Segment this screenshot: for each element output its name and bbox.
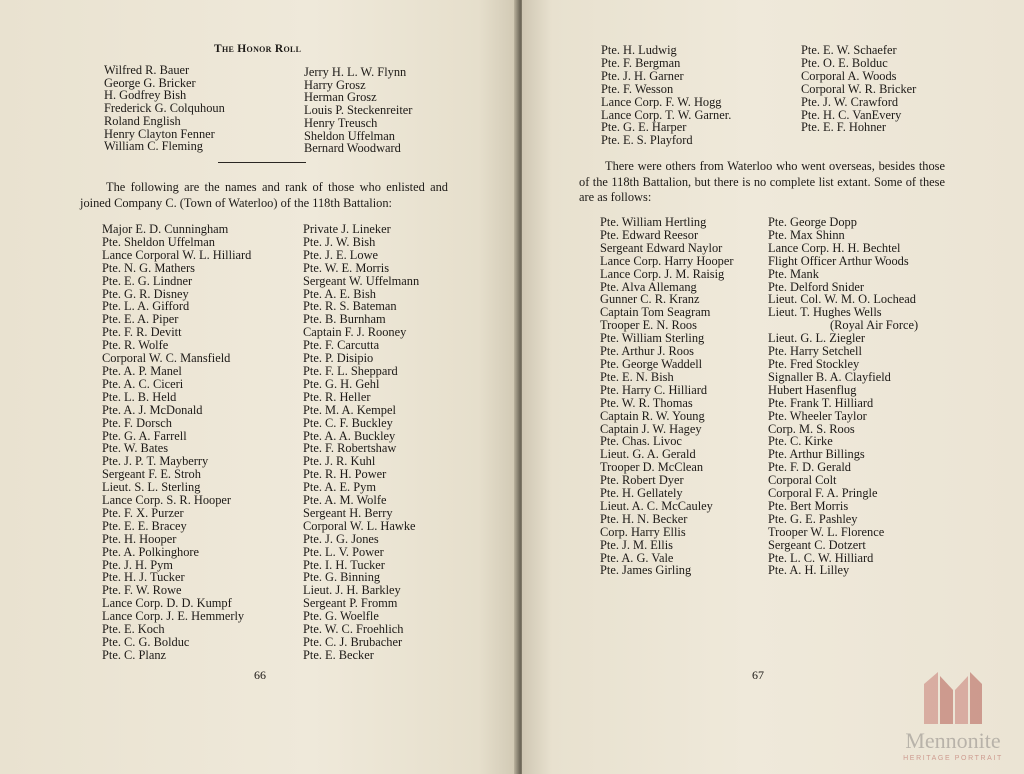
name-entry: Pte. J. H. Garner — [601, 68, 684, 83]
name-entry: Lieut. Col. W. M. O. Lochead — [768, 292, 916, 307]
name-entry: Pte. G. Binning — [303, 570, 381, 585]
name-entry: Lieut. G. A. Gerald — [600, 447, 696, 462]
name-entry: Flight Officer Arthur Woods — [768, 253, 909, 268]
watermark-name: Mennonite — [905, 728, 1001, 753]
name-entry: Sergeant W. Uffelmann — [303, 273, 420, 288]
name-entry: Sheldon Uffelman — [304, 128, 395, 143]
continued-list-column-1 — [601, 44, 731, 147]
name-entry: Major E. D. Cunningham — [102, 222, 229, 236]
name-entry: Pte. H. Hooper — [102, 531, 177, 546]
name-entry: Pte. M. A. Kempel — [303, 402, 396, 417]
name-entry: Pte. Bert Morris — [768, 498, 849, 513]
right-page — [522, 0, 1024, 774]
name-entry: Pte. Sheldon Uffelman — [102, 234, 215, 249]
name-entry: Sergeant F. E. Stroh — [102, 467, 201, 482]
name-entry: Pte. E. A. Piper — [102, 312, 179, 327]
name-entry: Pte. H. C. VanEvery — [801, 107, 902, 122]
name-entry: Pte. Frank T. Hilliard — [768, 395, 874, 410]
name-entry: Pte. A. E. Pym — [303, 480, 376, 495]
name-entry: Pte. L. B. Held — [102, 389, 177, 404]
name-entry: Pte. William Sterling — [600, 331, 705, 346]
name-entry: Pte. E. Becker — [303, 647, 374, 662]
name-entry: Pte. R. H. Power — [303, 467, 387, 482]
name-entry: Louis P. Steckenreiter — [304, 103, 413, 118]
name-entry: Pte. James Girling — [600, 563, 692, 578]
name-entry: Pte. J. W. Bish — [303, 234, 376, 249]
name-entry: Roland English — [104, 113, 181, 128]
name-entry: Pte. W. Bates — [102, 441, 169, 456]
name-entry: Pte. F. L. Sheppard — [303, 363, 398, 378]
name-entry: Pte. F. X. Purzer — [102, 505, 184, 520]
name-entry: Pte. Max Shinn — [768, 227, 845, 242]
mennonite-heritage-watermark — [888, 668, 1018, 768]
name-entry: Pte. L. V. Power — [303, 544, 384, 559]
name-entry: Trooper E. N. Roos — [600, 318, 697, 333]
name-entry: Captain J. W. Hagey — [600, 421, 702, 436]
company-c-intro: The following are the names and rank of those who enlisted and joined Company C. (Town of Waterloo) of the 118th Battalion: — [80, 180, 448, 210]
name-entry: Pte. A. A. Buckley — [303, 428, 396, 443]
continued-list-column-2 — [801, 44, 916, 134]
honor-roll-column-2 — [304, 66, 412, 155]
name-entry: Corporal Colt — [768, 473, 837, 488]
name-entry: Pte. N. G. Mathers — [102, 260, 195, 275]
name-entry: Jerry H. L. W. Flynn — [304, 65, 407, 79]
name-entry: Lance Corp. J. M. Raisig — [600, 266, 725, 281]
name-entry: Pte. Wheeler Taylor — [768, 408, 867, 423]
page-number-left: 66 — [254, 668, 266, 682]
name-entry: Lance Corporal W. L. Hilliard — [102, 247, 252, 262]
name-entry: Pte. Fred Stockley — [768, 356, 860, 371]
honor-roll-heading: The Honor Roll — [214, 43, 302, 55]
name-entry: Pte. E. Koch — [102, 622, 165, 637]
name-entry: Pte. C. J. Brubacher — [303, 635, 403, 649]
name-entry: Corporal W. C. Mansfield — [102, 351, 231, 366]
name-entry: Lieut. G. L. Ziegler — [768, 331, 866, 346]
name-entry: Pte. Mank — [768, 266, 819, 281]
name-entry: Pte. A. H. Lilley — [768, 563, 850, 578]
name-entry: Pte. C. Kirke — [768, 434, 833, 449]
name-entry: Pte. J. G. Jones — [303, 531, 379, 546]
name-entry: Lieut. A. C. McCauley — [600, 498, 713, 513]
name-entry: Corp. Harry Ellis — [600, 524, 686, 539]
name-entry: Pte. F. Wesson — [601, 81, 674, 96]
name-entry: Pte. R. Heller — [303, 389, 371, 404]
mennonite-heritage-logo-icon — [922, 668, 984, 726]
name-entry: Pte. I. H. Tucker — [303, 557, 385, 572]
others-overseas-intro: There were others from Waterloo who went overseas, besides those of the 118th Battalion, but there is no complete list extant. Some of these are as follows: — [579, 159, 945, 205]
name-entry: Lance Corp. D. D. Kumpf — [102, 596, 232, 611]
name-entry: Pte. A. G. Vale — [600, 550, 674, 565]
name-entry: Pte. A. P. Manel — [102, 363, 182, 378]
name-entry: George G. Bricker — [104, 75, 196, 90]
name-entry: Signaller B. A. Clayfield — [768, 369, 891, 384]
name-entry: Pte. George Waddell — [600, 356, 703, 371]
name-entry: Lance Corp. F. W. Hogg — [601, 94, 722, 109]
name-entry: Pte. E. G. Lindner — [102, 273, 193, 288]
section-divider — [218, 162, 306, 163]
name-entry: Pte. C. F. Buckley — [303, 415, 393, 430]
name-entry: Pte. O. E. Bolduc — [801, 55, 888, 70]
name-entry: Pte. A. C. Ciceri — [102, 376, 184, 391]
honor-roll-column-1 — [104, 64, 225, 153]
name-entry: Lieut. S. L. Sterling — [102, 480, 201, 495]
name-entry: Lieut. J. H. Barkley — [303, 583, 401, 598]
name-entry: Pte. A. E. Bish — [303, 286, 376, 301]
name-entry: Wilfred R. Bauer — [104, 63, 190, 77]
name-entry: Pte. W. C. Froehlich — [303, 622, 404, 637]
name-entry: Pte. L. C. W. Hilliard — [768, 550, 874, 565]
name-entry: Pte. C. G. Bolduc — [102, 635, 190, 649]
name-entry: William C. Fleming — [104, 139, 203, 154]
name-entry: H. Godfrey Bish — [104, 88, 187, 103]
name-entry: Pte. J. R. Kuhl — [303, 454, 376, 469]
name-entry: Pte. H. J. Tucker — [102, 570, 185, 585]
name-entry: Pte. J. W. Crawford — [801, 94, 899, 109]
others-list-column-1 — [600, 216, 734, 577]
others-list-column-2 — [768, 216, 918, 577]
name-entry: Pte. B. Burnham — [303, 312, 386, 327]
name-entry: Pte. Arthur J. Roos — [600, 344, 694, 359]
name-entry: Pte. H. Gellately — [600, 486, 683, 501]
name-entry: Lance Corp. T. W. Garner. — [601, 107, 732, 122]
name-entry: Pte. Alva Allemang — [600, 279, 697, 294]
name-entry: Pte. G. Woelfle — [303, 609, 379, 624]
name-entry: Pte. H. N. Becker — [600, 511, 688, 526]
name-entry: Corp. M. S. Roos — [768, 421, 855, 436]
name-entry: Pte. G. H. Gehl — [303, 376, 380, 391]
name-entry: Pte. Harry C. Hilliard — [600, 382, 708, 397]
name-entry: Pte. H. Ludwig — [601, 43, 677, 57]
name-entry: Pte. G. E. Harper — [601, 120, 687, 135]
watermark-subtitle: HERITAGE PORTRAIT — [903, 755, 1003, 762]
name-entry: Corporal A. Woods — [801, 68, 897, 83]
name-entry: Sergeant C. Dotzert — [768, 537, 866, 552]
name-entry: Pte. J. P. T. Mayberry — [102, 454, 209, 469]
name-entry: Pte. Edward Reesor — [600, 227, 699, 242]
name-entry: Pte. Arthur Billings — [768, 447, 865, 462]
name-entry: Captain F. J. Rooney — [303, 325, 407, 340]
name-entry: Trooper W. L. Florence — [768, 524, 885, 539]
name-entry: Captain R. W. Young — [600, 408, 705, 423]
name-entry: Pte. Robert Dyer — [600, 473, 684, 488]
name-entry: Hubert Hasenflug — [768, 382, 857, 397]
name-entry: Trooper D. McClean — [600, 460, 704, 475]
name-entry: Pte. William Hertling — [600, 215, 707, 229]
name-entry: Private J. Lineker — [303, 222, 391, 236]
name-entry: Pte. C. Planz — [102, 647, 167, 662]
name-entry: Pte. F. Robertshaw — [303, 441, 397, 456]
name-entry: Corporal W. L. Hawke — [303, 518, 416, 533]
name-entry: Pte. W. R. Thomas — [600, 395, 693, 410]
name-entry: Sergeant H. Berry — [303, 505, 393, 520]
name-entry: Captain Tom Seagram — [600, 305, 711, 320]
name-entry: Pte. F. R. Devitt — [102, 325, 182, 340]
name-entry: Pte. W. E. Morris — [303, 260, 390, 275]
page-number-right: 67 — [752, 668, 764, 682]
name-entry: Pte. F. D. Gerald — [768, 460, 851, 475]
name-entry: Gunner C. R. Kranz — [600, 292, 700, 307]
name-entry: (Royal Air Force) — [830, 318, 919, 333]
name-entry: Pte. A. M. Wolfe — [303, 493, 387, 508]
name-entry: Pte. Harry Setchell — [768, 344, 862, 359]
name-entry: Pte. G. R. Disney — [102, 286, 189, 301]
company-c-list-column-1 — [102, 223, 251, 662]
name-entry: Pte. J. H. Pym — [102, 557, 173, 572]
name-entry: Pte. R. S. Bateman — [303, 299, 397, 314]
name-entry: Herman Grosz — [304, 90, 377, 105]
name-entry: Bernard Woodward — [304, 141, 401, 156]
name-entry: Sergeant Edward Naylor — [600, 240, 723, 255]
name-entry: Henry Clayton Fenner — [104, 126, 215, 141]
name-entry: Pte. P. Disipio — [303, 351, 374, 366]
name-entry: Frederick G. Colquhoun — [104, 101, 225, 116]
name-entry: Pte. E. N. Bish — [600, 369, 674, 384]
name-entry: Pte. A. Polkinghore — [102, 544, 200, 559]
name-entry: Harry Grosz — [304, 77, 366, 92]
name-entry: Pte. A. J. McDonald — [102, 402, 203, 417]
name-entry: Corporal W. R. Bricker — [801, 81, 917, 96]
name-entry: Sergeant P. Fromm — [303, 596, 398, 611]
name-entry: Pte. F. Bergman — [601, 55, 681, 70]
name-entry: Pte. F. Dorsch — [102, 415, 172, 430]
name-entry: Pte. E. E. Bracey — [102, 518, 187, 533]
name-entry: Lance Corp. H. H. Bechtel — [768, 240, 901, 255]
name-entry: Pte. G. A. Farrell — [102, 428, 187, 443]
name-entry: Lance Corp. J. E. Hemmerly — [102, 609, 245, 624]
name-entry: Lance Corp. Harry Hooper — [600, 253, 734, 268]
name-entry: Pte. J. M. Ellis — [600, 537, 673, 552]
name-entry: Pte. L. A. Gifford — [102, 299, 190, 314]
name-entry: Pte. Chas. Livoc — [600, 434, 682, 449]
name-entry: Pte. E. W. Schaefer — [801, 43, 897, 57]
name-entry: Pte. E. S. Playford — [601, 133, 693, 148]
name-entry: Pte. E. F. Hohner — [801, 120, 887, 135]
name-entry: Corporal F. A. Pringle — [768, 486, 878, 501]
name-entry: Pte. Delford Snider — [768, 279, 865, 294]
name-entry: Pte. R. Wolfe — [102, 338, 169, 353]
name-entry: Lieut. T. Hughes Wells — [768, 305, 882, 320]
name-entry: Pte. F. Carcutta — [303, 338, 380, 353]
name-entry: Pte. George Dopp — [768, 215, 857, 229]
name-entry: Pte. J. E. Lowe — [303, 247, 379, 262]
name-entry: Henry Treusch — [304, 115, 378, 130]
company-c-list-column-2 — [303, 223, 419, 662]
name-entry: Pte. G. E. Pashley — [768, 511, 858, 526]
name-entry: Pte. F. W. Rowe — [102, 583, 182, 598]
name-entry: Lance Corp. S. R. Hooper — [102, 493, 232, 508]
